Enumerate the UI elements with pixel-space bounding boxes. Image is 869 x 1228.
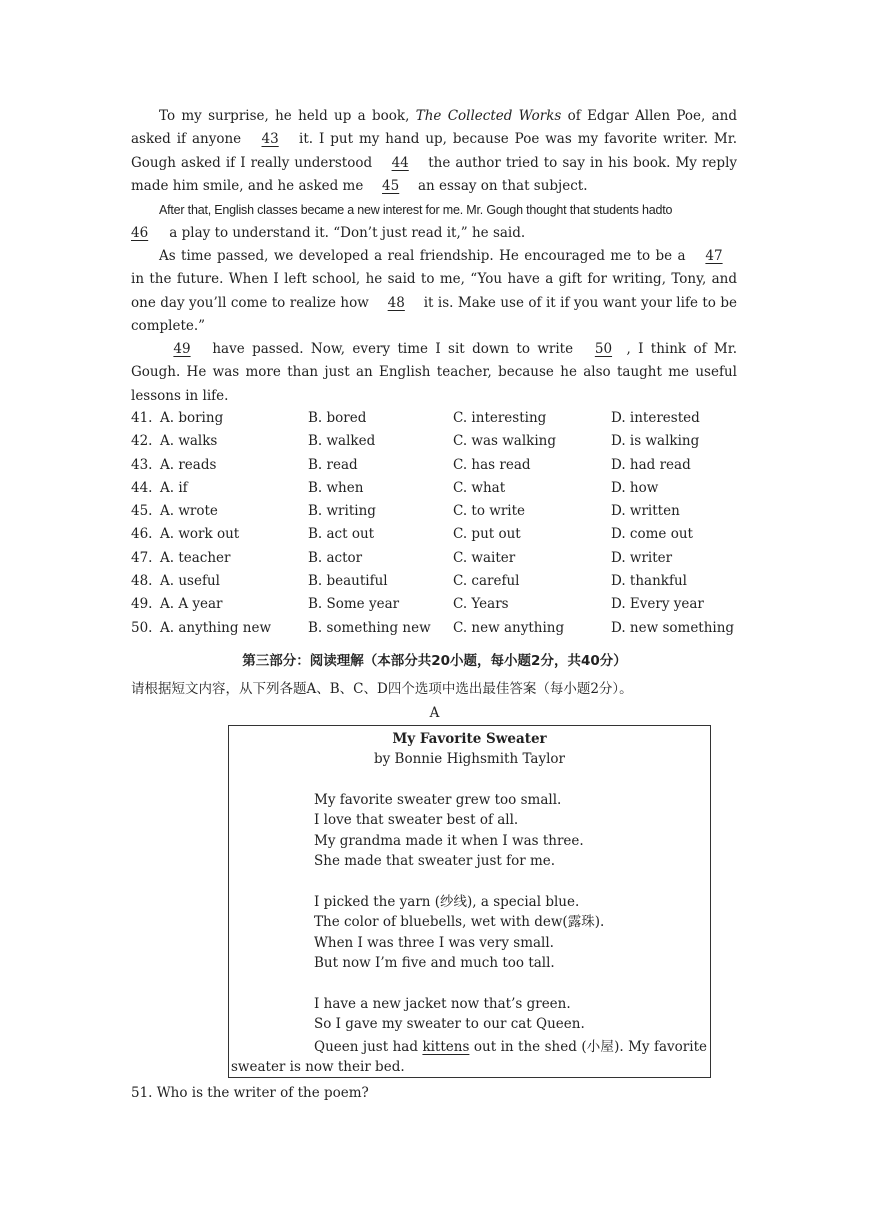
section-instruction: 请根据短文内容，从下列各题A、B、C、D四个选项中选出最佳答案（每小题2分）。 <box>131 681 633 697</box>
blank-43: 43 <box>261 131 279 148</box>
poem-author: by Bonnie Highsmith Taylor <box>373 751 565 767</box>
blank-46: 46 <box>131 225 149 242</box>
poem-line: When I was three I was very small. <box>314 934 554 951</box>
blank-45: 45 <box>382 178 400 195</box>
passage-paragraph-1: To my surprise, he held up a book, The Collected Works of Edgar Allen Poe, and asked if anyone 43 it. I put my hand up, because Poe was my favorite writer. Mr. Gough asked if I really understood 44 the author tried to say in his book. My reply made him smile, and he asked me 45 an essay on that subject. <box>131 105 737 199</box>
blank-49: 49 <box>173 341 191 357</box>
poem-box <box>228 725 711 1078</box>
option-row: 46. A. work out B. act out C. put out D. come out <box>131 526 693 543</box>
underlined-word-kittens: kittens <box>422 1039 470 1055</box>
poem-line: The color of bluebells, wet with dew(露珠). <box>314 914 605 931</box>
poem-line: So I gave my sweater to our cat Queen. <box>314 1016 585 1033</box>
option-row: 43. A. reads B. read C. has read D. had read <box>131 456 691 473</box>
blank-47: 47 <box>705 248 723 264</box>
poem-line: My grandma made it when I was three. <box>314 832 584 849</box>
passage-paragraph-3: As time passed, we developed a real friendship. He encouraged me to be a 47 in the future. When I left school, he said to me, “You have a gift for writing, Tony, and one day you’ll come to realize how 48 it is. Make use of it if you want your life to be complete.” <box>131 245 737 339</box>
poem-line: But now I’m five and much too tall. <box>314 955 555 972</box>
poem-line: I picked the yarn (纱线), a special blue. <box>314 894 580 911</box>
option-row: 49. A. A year B. Some year C. Years D. Every year <box>131 596 704 613</box>
blank-50: 50 <box>594 341 613 357</box>
blank-48: 48 <box>387 294 405 311</box>
section-title: 第三部分：阅读理解（本部分共20小题，每小题2分，共40分） <box>242 653 627 669</box>
passage-letter: A <box>429 705 440 721</box>
poem-title: My Favorite Sweater <box>392 731 547 747</box>
book-title: The Collected Works <box>415 108 562 124</box>
option-row: 42. A. walks B. walked C. was walking D. is walking <box>131 433 700 450</box>
option-row: 48. A. useful B. beautiful C. careful D. thankful <box>131 573 687 590</box>
answer-options <box>131 410 751 643</box>
poem-line: I love that sweater best of all. <box>314 812 519 829</box>
poem-line: I have a new jacket now that’s green. <box>314 996 571 1013</box>
option-row: 41. A. boring B. bored C. interesting D. interested <box>131 410 700 426</box>
poem-stanzas <box>314 790 604 1035</box>
blank-44: 44 <box>391 154 409 171</box>
passage-paragraph-4: 49 have passed. Now, every time I sit down to write 50 , I think of Mr. Gough. He was more than just an English teacher, because he also taught me useful lessons in life. <box>131 338 737 408</box>
poem-last-line: Queen just had kittens out in the shed (小屋). My favorite sweater is now their bed. <box>231 1039 707 1076</box>
option-row: 44. A. if B. when C. what D. how <box>131 479 659 496</box>
poem-line: My favorite sweater grew too small. <box>314 792 562 808</box>
option-row: 45. A. wrote B. writing C. to write D. written <box>131 503 680 520</box>
poem-line: She made that sweater just for me. <box>314 853 556 870</box>
passage-paragraph-2: After that, English classes became a new interest for me. Mr. Gough thought that students hadto 46 a play to understand it. “Don’t just read it,” he said. <box>131 199 737 246</box>
option-row: 47. A. teacher B. actor C. waiter D. writer <box>131 549 673 566</box>
option-row: 50. A. anything new B. something new C. new anything D. new something <box>131 619 735 636</box>
question-51: 51. Who is the writer of the poem? <box>131 1085 369 1101</box>
